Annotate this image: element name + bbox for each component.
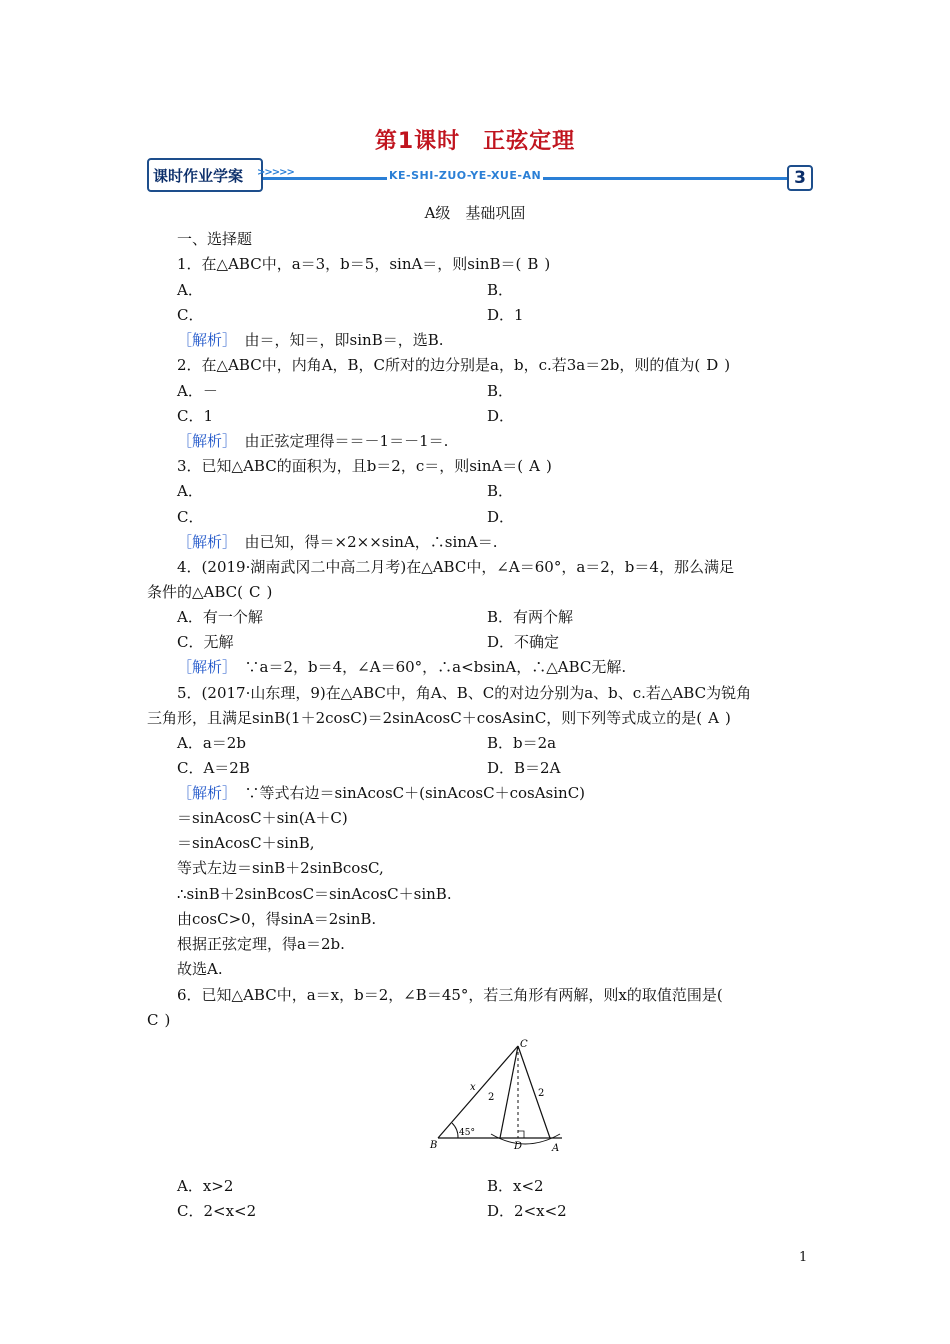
q6-option-a: A．x>2 — [177, 1177, 234, 1195]
q2-stem: 2．在△ABC中，内角A，B，C所对的边分别是a，b，c.若3a＝2b，则的值为( D ) — [177, 356, 731, 374]
page-number: 1 — [799, 1250, 808, 1265]
q1-stem: 1．在△ABC中，a＝3，b＝5，sinA＝，则sinB＝( B ) — [177, 255, 551, 273]
label-x: x — [470, 1082, 476, 1093]
q4-solution: ［解析］ ∵a＝2，b＝4，∠A＝60°，∴a<bsinA，∴△ABC无解. — [177, 658, 627, 676]
q2-option-b: B． — [487, 382, 514, 400]
q4-stem-line2: 条件的△ABC( C ) — [147, 583, 273, 601]
label-a: A — [552, 1143, 560, 1154]
angle-arc — [452, 1123, 458, 1138]
level-heading: A级 基础巩固 — [424, 204, 526, 222]
q3-option-d: D． — [487, 508, 515, 526]
q5-option-d: D．B＝2A — [487, 759, 561, 777]
banner — [147, 158, 813, 194]
q1-option-d: D．1 — [487, 306, 524, 324]
q5-solution-tag: ［解析］ — [177, 784, 230, 802]
q1-solution-tag: ［解析］ — [177, 331, 230, 349]
q5-answer: A — [708, 709, 720, 727]
banner-pinyin: KE-SHI-ZUO-YE-XUE-AN — [389, 169, 542, 182]
q5-solution-line6: 由cosC>0，得sinA＝2sinB. — [177, 910, 377, 928]
q1-answer: B — [527, 255, 539, 273]
q2-option-d: D． — [487, 407, 515, 425]
q5-option-a: A．a＝2b — [177, 734, 246, 752]
right-angle-mark — [518, 1131, 524, 1138]
banner-badge — [147, 158, 263, 192]
q2-option-a: A．－ — [177, 382, 218, 400]
q4-answer: C — [249, 583, 261, 601]
page-title: 第1课时 正弦定理 — [374, 129, 576, 154]
label-b: B — [430, 1140, 438, 1151]
q2-solution: ［解析］ 由正弦定理得＝＝－1＝－1＝. — [177, 432, 449, 450]
q4-option-a: A．有一个解 — [177, 608, 263, 626]
q1-option-c: C． — [177, 306, 204, 324]
q6-stem-line2: C ) — [147, 1011, 171, 1029]
q5-stem-line1: 5．(2017·山东理，9)在△ABC中，角A、B、C的对边分别为a、b、c.若△ABC为锐角 — [177, 684, 752, 702]
q3-option-b: B． — [487, 482, 514, 500]
q6-option-b: B．x<2 — [487, 1177, 544, 1195]
q3-option-c: C． — [177, 508, 204, 526]
q4-stem-line1: 4．(2019·湖南武冈二中高二月考)在△ABC中，∠A＝60°，a＝2，b＝4，那么满足 — [177, 558, 734, 576]
banner-label: 课时作业学案 — [153, 167, 244, 185]
q5-solution-line4: 等式左边＝sinB＋2sinBcosC, — [177, 859, 384, 877]
q2-answer: D — [706, 356, 719, 374]
q5-solution-line3: ＝sinAcosC＋sinB, — [177, 834, 315, 852]
q6-option-c: C．2<x<2 — [177, 1202, 257, 1220]
q6-answer: C — [147, 1011, 159, 1029]
q2-option-c: C．1 — [177, 407, 214, 425]
q3-option-a: A． — [177, 482, 203, 500]
side-c-inner — [500, 1046, 518, 1138]
side-bc — [438, 1046, 518, 1138]
triangle-figure — [428, 1038, 568, 1154]
label-angle: 45° — [459, 1128, 475, 1138]
q5-solution-line2: ＝sinAcosC＋sin(A＋C) — [177, 809, 348, 827]
q1-solution: ［解析］ 由＝，知＝，即sinB＝，选B. — [177, 331, 444, 349]
q2-solution-tag: ［解析］ — [177, 432, 230, 450]
q3-answer: A — [529, 457, 540, 475]
q5-option-c: C．A＝2B — [177, 759, 250, 777]
section-heading: 一、选择题 — [177, 230, 253, 248]
q3-solution-tag: ［解析］ — [177, 533, 230, 551]
q5-stem-line2: 三角形，且满足sinB(1＋2cosC)＝2sinAcosC＋cosAsinC，则下列等式成立的是( A ) — [147, 709, 731, 727]
q6-option-d: D．2<x<2 — [487, 1202, 567, 1220]
q1-option-b: B． — [487, 281, 514, 299]
q5-solution-line5: ∴sinB＋2sinBcosC＝sinAcosC＋sinB. — [177, 885, 452, 903]
q5-solution-line8: 故选A. — [177, 960, 223, 978]
q6-stem-line1: 6．已知△ABC中，a＝x，b＝2，∠B＝45°，若三角形有两解，则x的取值范围是( — [177, 986, 723, 1004]
label-side1: 2 — [488, 1092, 495, 1103]
q5-option-b: B．b＝2a — [487, 734, 557, 752]
q4-option-b: B．有两个解 — [487, 608, 574, 626]
q5-solution-line7: 根据正弦定理，得a＝2b. — [177, 935, 345, 953]
side-c-a — [518, 1046, 550, 1138]
q4-solution-tag: ［解析］ — [177, 658, 230, 676]
q4-option-c: C．无解 — [177, 633, 234, 651]
q5-solution-line1: ［解析］ ∵等式右边＝sinAcosC＋(sinAcosC＋cosAsinC) — [177, 784, 586, 802]
q3-solution: ［解析］ 由已知，得＝×2××sinA，∴sinA＝. — [177, 533, 498, 551]
q1-option-a: A． — [177, 281, 203, 299]
q4-option-d: D．不确定 — [487, 633, 560, 651]
q3-stem: 3．已知△ABC的面积为，且b＝2，c＝，则sinA＝( A ) — [177, 457, 552, 475]
label-d: D — [514, 1141, 523, 1152]
banner-arrows: >>>>> — [257, 167, 294, 178]
label-side2: 2 — [538, 1088, 545, 1099]
banner-number: 3 — [787, 165, 813, 191]
label-c: C — [520, 1039, 528, 1050]
